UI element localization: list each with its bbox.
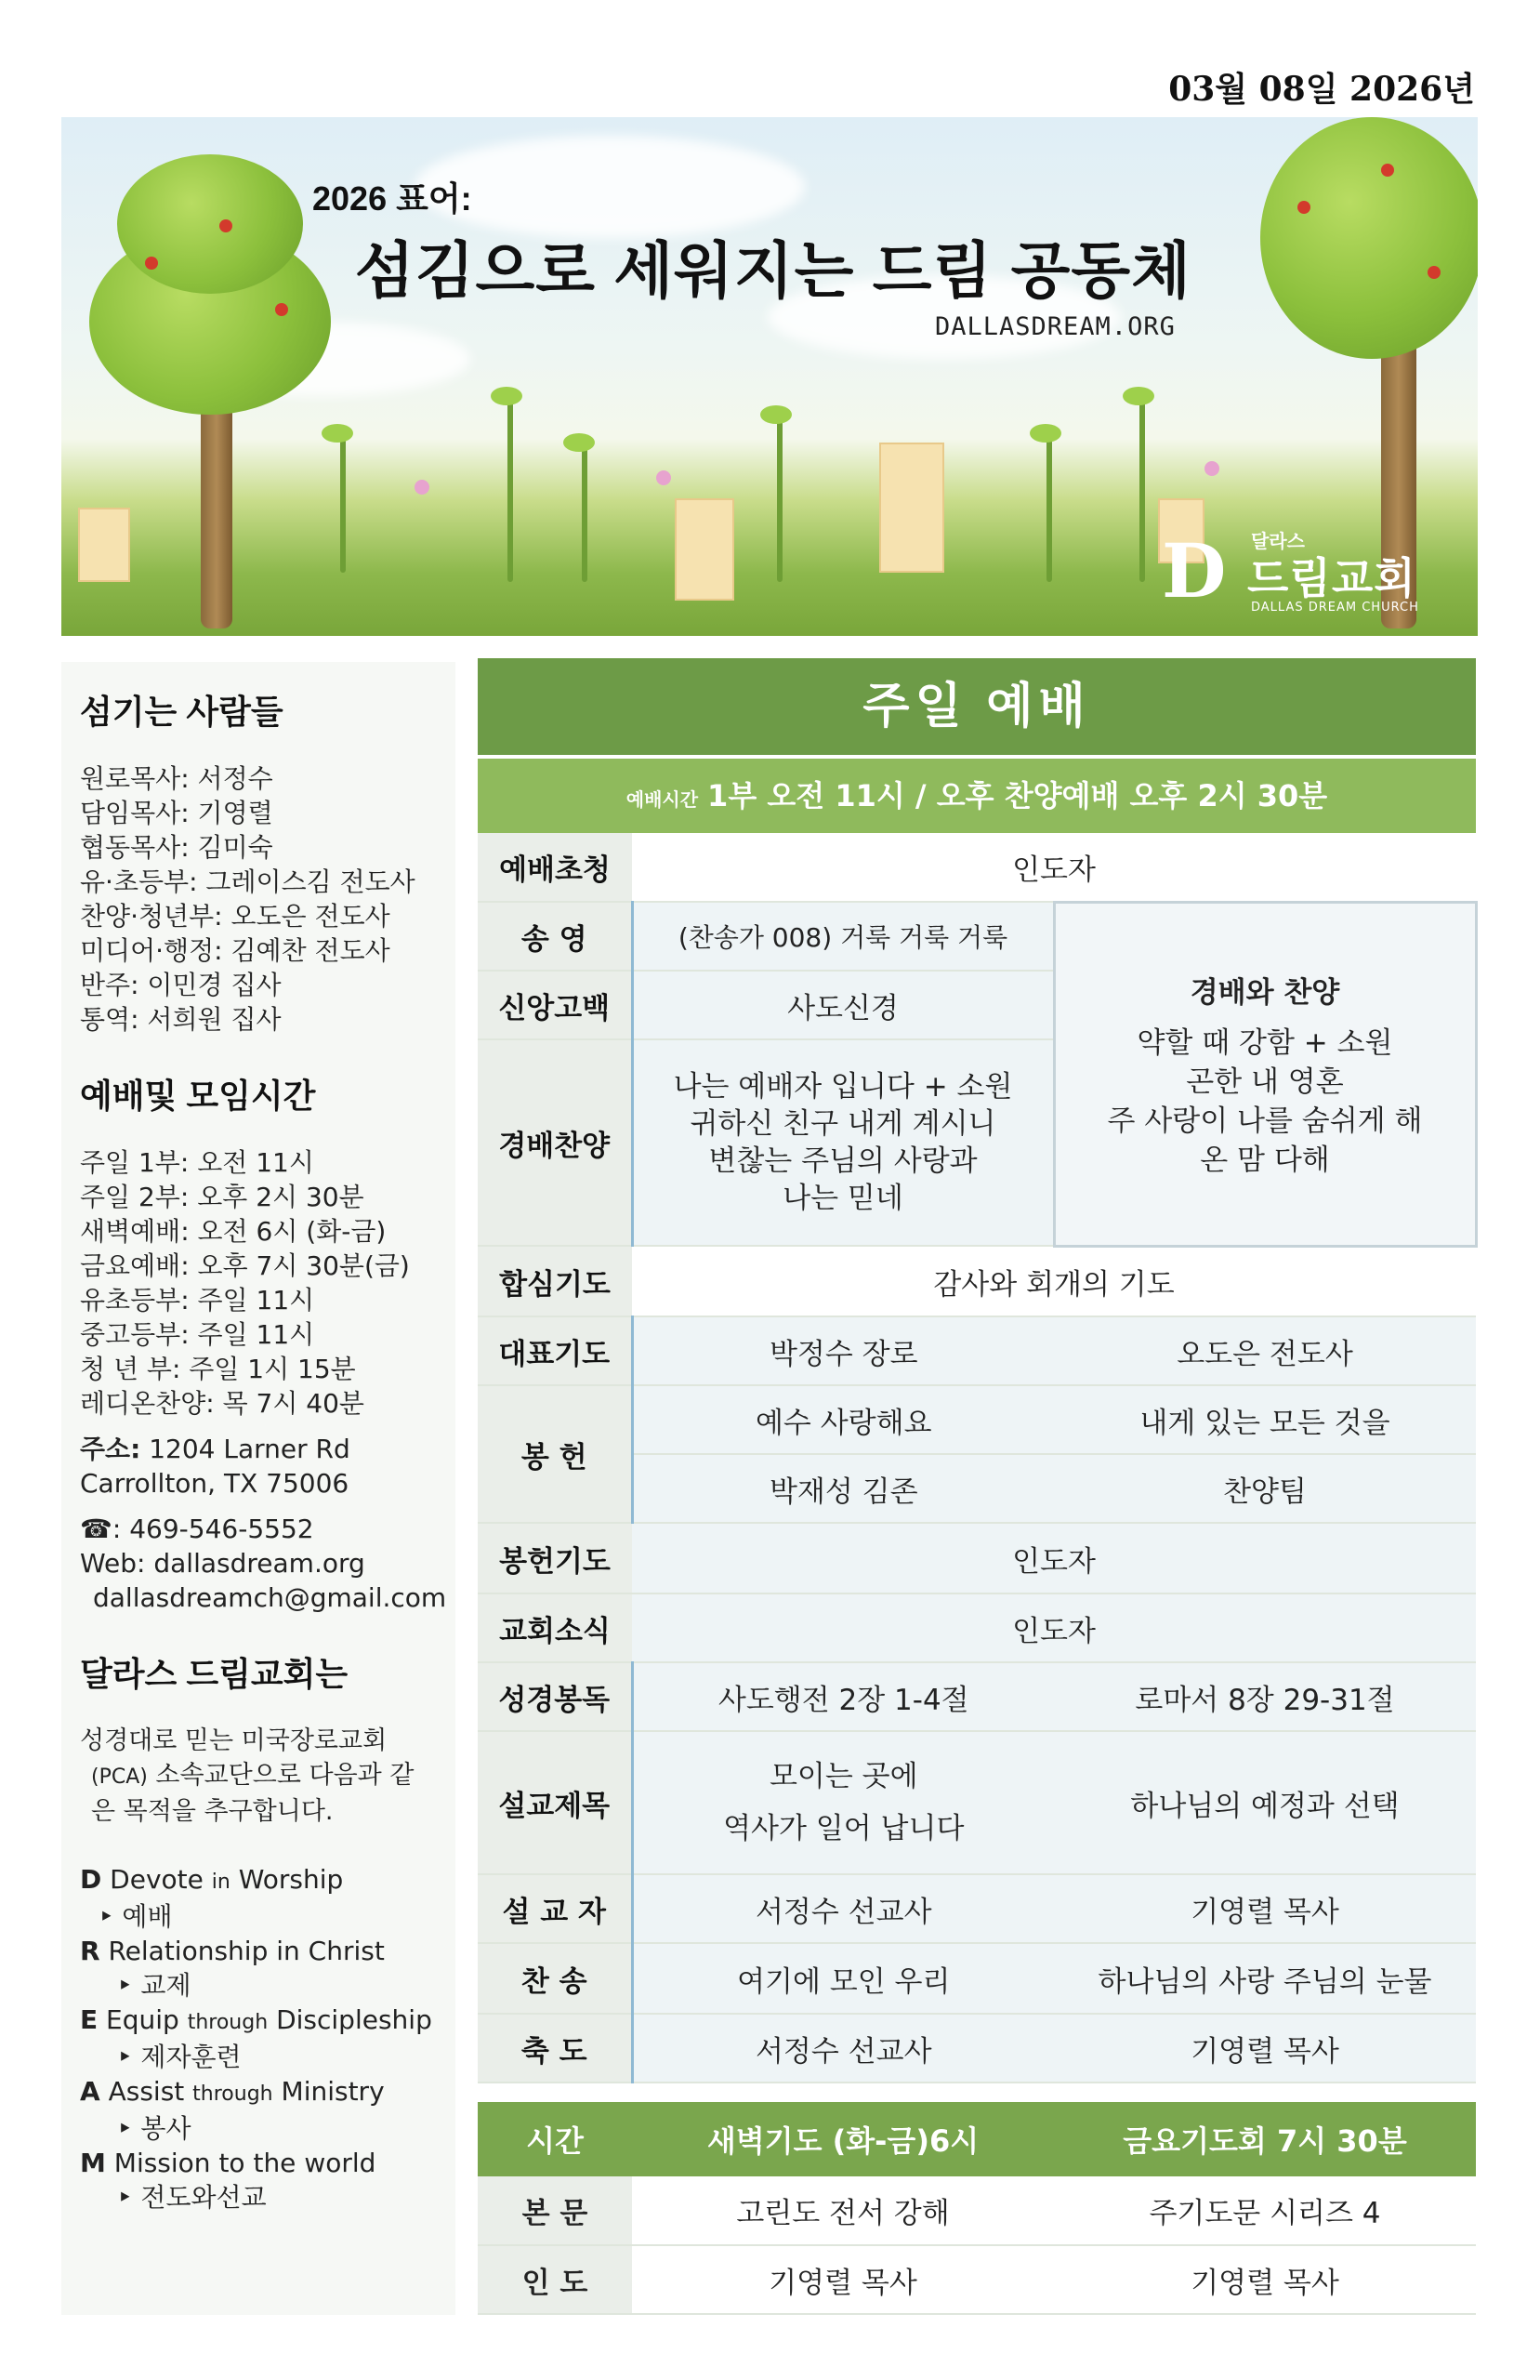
row-value: 기영렬 목사 <box>1054 1874 1476 1943</box>
dream-item-ko: ‣ 교제 <box>117 1970 191 2001</box>
worship-order <box>478 658 1476 2315</box>
row-label: 예배초청 <box>478 833 632 902</box>
row-value: (찬송가 008) 거룩 거룩 거룩 <box>632 902 1054 971</box>
row-value: 감사와 회개의 기도 <box>632 1246 1476 1316</box>
row-value: 예수 사랑해요 <box>632 1385 1054 1454</box>
row-label: 성경봉독 <box>478 1662 632 1731</box>
worship-title: 주일 예배 <box>478 658 1476 755</box>
prayer-header: 새벽기도 (화-금)6시 <box>632 2102 1054 2176</box>
sidebar <box>61 662 455 2315</box>
staff-item: 찬양·청년부: 오도은 전도사 <box>80 901 390 932</box>
schedule-item: 새벽예배: 오전 6시 (화-금) <box>80 1216 387 1247</box>
schedule-list <box>80 1145 455 1421</box>
praise-block-1 <box>632 1039 1054 1246</box>
row-label: 인 도 <box>478 2245 632 2314</box>
praise-2-line: 곤한 내 영혼 <box>1186 1064 1344 1099</box>
table-row <box>478 2176 1476 2245</box>
staff-item: 반주: 이민경 집사 <box>80 970 282 1000</box>
praise-1-line: 나는 예배자 입니다 + 소원 <box>673 1070 1013 1104</box>
dream-item-ko: ‣ 봉사 <box>117 2113 191 2144</box>
row-label: 교회소식 <box>478 1593 632 1662</box>
row-label: 봉헌기도 <box>478 1523 632 1593</box>
staff-item: 미디어·행정: 김예찬 전도사 <box>80 935 390 966</box>
table-row <box>478 1523 1476 1593</box>
dream-item: R Relationship in Christ <box>80 1936 385 1966</box>
banner <box>61 117 1478 636</box>
schedule-item: 주일 2부: 오후 2시 30분 <box>80 1182 364 1212</box>
row-label: 찬 송 <box>478 1943 632 2014</box>
staff-item: 유·초등부: 그레이스김 전도사 <box>80 866 415 897</box>
row-label: 봉 헌 <box>478 1385 632 1523</box>
schedule-item: 청 년 부: 주일 1시 15분 <box>80 1354 356 1384</box>
row-value: 오도은 전도사 <box>1054 1316 1476 1385</box>
dream-item: A Assist through Ministry <box>80 2076 385 2107</box>
logo-d-icon: D <box>1162 527 1227 615</box>
row-value: 기영렬 목사 <box>1054 2245 1476 2314</box>
phone-icon: ☎ <box>80 1514 112 1544</box>
row-label: 송 영 <box>478 902 632 971</box>
table-row <box>478 833 1476 902</box>
address-line <box>80 1432 455 1466</box>
address-city: Carrollton, TX 75006 <box>80 1468 349 1499</box>
praise-1-line: 귀하신 친구 내게 계시니 <box>690 1107 996 1141</box>
about-text: 은 목적을 추구합니다. <box>91 1797 334 1826</box>
address-street: 1204 Larner Rd <box>140 1434 350 1464</box>
sermon-title-1 <box>632 1731 1054 1874</box>
worship-time-bar <box>478 759 1476 833</box>
praise-1-line: 변찮는 주님의 사랑과 <box>708 1144 978 1178</box>
sermon-line: 모이는 곳에 <box>769 1760 918 1793</box>
staff-item: 담임목사: 기영렬 <box>80 798 273 828</box>
row-label: 축 도 <box>478 2014 632 2082</box>
praise-2-line: 주 사랑이 나를 숨쉬게 해 <box>1107 1104 1423 1138</box>
row-value: 주기도문 시리즈 4 <box>1054 2176 1476 2245</box>
row-value: 서정수 선교사 <box>632 1874 1054 1943</box>
logo-small-text: 달라스 <box>1251 530 1305 552</box>
row-value: 하나님의 사랑 주님의 눈물 <box>1054 1943 1476 2014</box>
table-row <box>478 1593 1476 1662</box>
prayer-header-row <box>478 2102 1476 2176</box>
row-value: 박정수 장로 <box>632 1316 1054 1385</box>
schedule-item: 레디온찬양: 목 7시 40분 <box>80 1388 364 1419</box>
praise-2-line: 약할 때 강함 + 소원 <box>1137 1025 1393 1060</box>
praise-2-title: 경배와 찬양 <box>1190 975 1340 1010</box>
about-text <box>80 1758 455 1794</box>
row-value: 인도자 <box>632 1593 1476 1662</box>
row-value: 사도행전 2장 1-4절 <box>632 1662 1054 1731</box>
bulletin-date: 03월 08일 2026년 <box>1168 70 1475 109</box>
logo-name: 드림교회 <box>1247 553 1416 603</box>
order-table <box>478 833 1478 2083</box>
staff-list <box>80 761 455 1037</box>
prayer-header: 시간 <box>478 2102 632 2176</box>
dream-item-ko: ‣ 전도와선교 <box>117 2182 267 2213</box>
phone-number: : 469-546-5552 <box>112 1514 314 1544</box>
table-row <box>478 1385 1476 1454</box>
staff-item: 협동목사: 김미숙 <box>80 832 273 863</box>
row-value: 여기에 모인 우리 <box>632 1943 1054 2014</box>
row-value: 인도자 <box>632 833 1476 902</box>
row-label: 설 교 자 <box>478 1874 632 1943</box>
schedule-item: 주일 1부: 오전 11시 <box>80 1147 314 1178</box>
row-label: 합심기도 <box>478 1246 632 1316</box>
about-text: 성경대로 믿는 미국장로교회 <box>80 1726 388 1755</box>
website-text: DALLASDREAM.ORG <box>935 312 1176 341</box>
row-label: 신앙고백 <box>478 971 632 1039</box>
table-row <box>478 1874 1476 1943</box>
row-label: 본 문 <box>478 2176 632 2245</box>
about-text-2: 소속교단으로 다음과 같 <box>147 1761 415 1790</box>
staff-title: 섬기는 사람들 <box>80 693 283 731</box>
table-row <box>478 1943 1476 2014</box>
row-value: 기영렬 목사 <box>1054 2014 1476 2082</box>
email-link[interactable]: dallasdreamch@gmail.com <box>93 1582 447 1613</box>
row-value: 서정수 선교사 <box>632 2014 1054 2082</box>
row-label: 설교제목 <box>478 1731 632 1874</box>
schedule-item: 중고등부: 주일 11시 <box>80 1319 315 1350</box>
prayer-table <box>478 2102 1476 2315</box>
about-title: 달라스 드림교회는 <box>80 1655 349 1693</box>
sermon-line: 역사가 일어 납니다 <box>723 1812 965 1845</box>
motto: 섬김으로 세워지는 드림 공동체 <box>355 236 1191 305</box>
row-value: 인도자 <box>632 1523 1476 1593</box>
row-value: 로마서 8장 29-31절 <box>1054 1662 1476 1731</box>
row-value: 내게 있는 모든 것을 <box>1054 1385 1476 1454</box>
table-row <box>478 1246 1476 1316</box>
row-label: 경배찬양 <box>478 1039 632 1246</box>
table-row <box>478 1662 1476 1731</box>
row-value: 사도신경 <box>632 971 1054 1039</box>
about-pca: (PCA) <box>91 1765 148 1789</box>
phone-line <box>80 1512 455 1546</box>
worship-time: 1부 오전 11시 / 오후 찬양예배 오후 2시 30분 <box>707 778 1328 813</box>
prayer-header: 금요기도회 7시 30분 <box>1054 2102 1476 2176</box>
schedule-item: 금요예배: 오후 7시 30분(금) <box>80 1250 410 1281</box>
time-prefix: 예배시간 <box>625 788 699 811</box>
table-row <box>478 1731 1476 1874</box>
row-value: 고린도 전서 강해 <box>632 2176 1054 2245</box>
staff-item: 원로목사: 서정수 <box>80 763 273 794</box>
praise-2-line: 온 맘 다해 <box>1200 1143 1330 1177</box>
dream-list <box>80 1862 455 2215</box>
web-link[interactable]: Web: dallasdream.org <box>80 1548 365 1579</box>
church-logo <box>1162 526 1441 619</box>
table-row <box>478 1316 1476 1385</box>
logo-english: DALLAS DREAM CHURCH <box>1251 601 1419 615</box>
dream-item-ko: ‣ 제자훈련 <box>117 2042 242 2072</box>
dream-item: D Devote in Worship <box>80 1864 344 1895</box>
dream-item: M Mission to the world <box>80 2148 376 2178</box>
row-value: 찬양팀 <box>1054 1454 1476 1523</box>
row-value: 기영렬 목사 <box>632 2245 1054 2314</box>
motto-label: 2026 표어: <box>312 179 472 218</box>
praise-1-line: 나는 믿네 <box>783 1182 903 1215</box>
table-row <box>478 2245 1476 2314</box>
dream-item: E Equip through Discipleship <box>80 2004 432 2035</box>
sermon-title-2: 하나님의 예정과 선택 <box>1054 1731 1476 1874</box>
row-value: 박재성 김존 <box>632 1454 1054 1523</box>
praise-block-2 <box>1054 902 1476 1246</box>
table-row <box>478 902 1476 971</box>
schedule-title: 예배및 모임시간 <box>80 1077 316 1115</box>
address-label: 주소: <box>80 1434 141 1464</box>
dream-item-ko: ‣ 예배 <box>99 1901 173 1932</box>
schedule-item: 유초등부: 주일 11시 <box>80 1285 315 1316</box>
staff-item: 통역: 서희원 집사 <box>80 1004 282 1035</box>
table-row <box>478 2014 1476 2082</box>
row-label: 대표기도 <box>478 1316 632 1385</box>
